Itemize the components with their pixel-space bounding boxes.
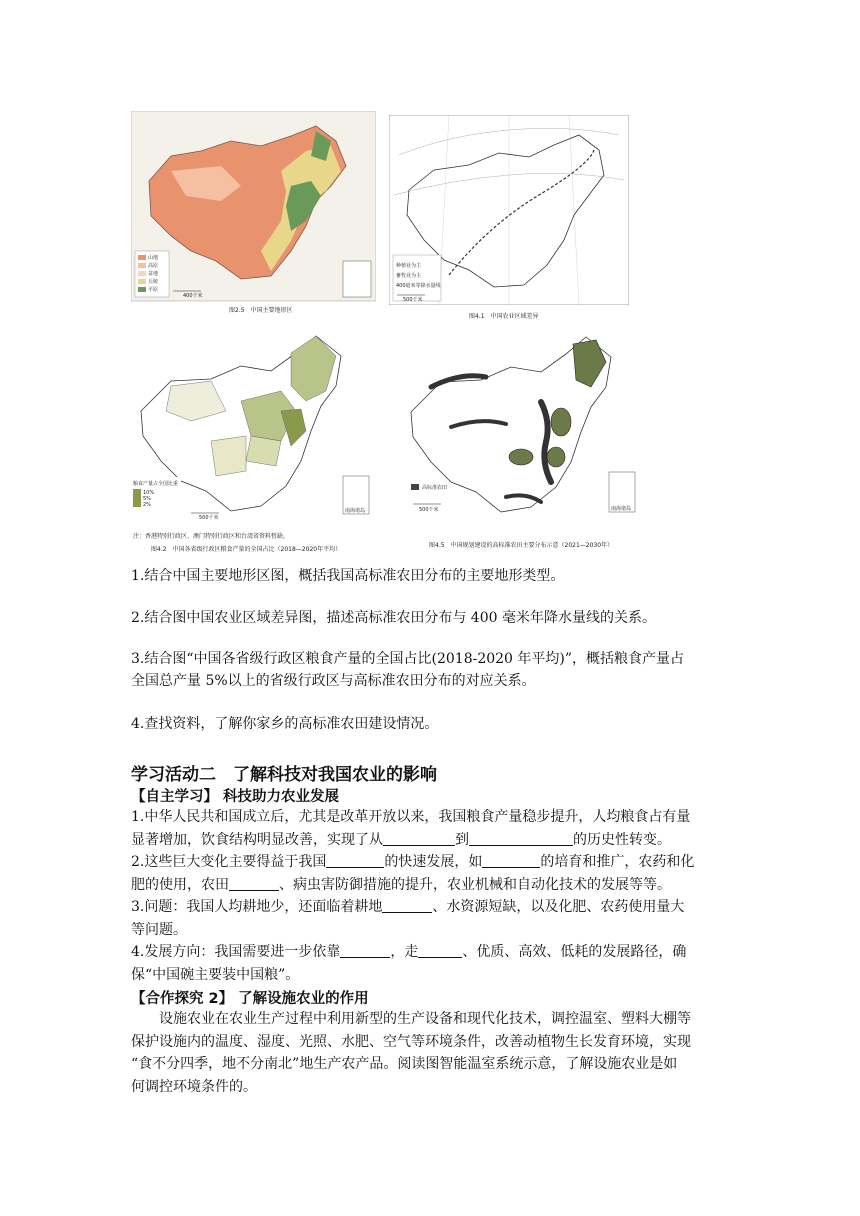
item1-text-c: 到 <box>455 831 469 848</box>
farmland-distribution-map-image <box>401 332 641 532</box>
self-study-item2 <box>131 851 731 896</box>
fig42-caption: 图4.2 中国各省级行政区粮食产量的全国占比（2018—2020年平均） <box>151 546 342 553</box>
question-3-line1: 3.结合图“中国各省级行政区粮食产量的全国占比(2018-2020 年平均)”，概括粮食产量占 <box>131 651 685 667</box>
terrain-map-image <box>131 111 376 318</box>
blank-1[interactable] <box>383 831 455 846</box>
item3-text-b: 、水资源短缺，以及化肥、农药使用量大 <box>432 899 685 915</box>
fig25-legend-3: 丘陵 <box>148 279 159 285</box>
grain-production-map-image <box>131 331 376 531</box>
coop-line-2: 保护设施内的温度、湿度、光照、水肥、空气等环境条件，改善动植物生长发育环境，实现 <box>131 1033 691 1050</box>
fig25-legend-4: 平原 <box>148 287 159 293</box>
question-3-line2: 全国总产量 5%以上的省级行政区与高标准农田分布的对应关系。 <box>131 673 536 689</box>
fig25-scale: 400千米 <box>183 293 203 299</box>
item2-text-a: 2.这些巨大变化主要得益于我国 <box>131 854 327 870</box>
fig45-caption: 图4.5 中国规划建设的高标准农田主要分布示意（2021—2030年） <box>429 542 614 549</box>
fig25-caption: 图2.5 中国主要地形区 <box>229 307 293 314</box>
figure-farmland-distribution-map <box>401 332 641 554</box>
blank-7[interactable] <box>340 943 390 958</box>
figure-grain-production-map <box>131 331 376 557</box>
item4-text-a: 4.发展方向：我国需要进一步依靠 <box>131 944 341 960</box>
fig25-legend-2: 盆地 <box>148 271 159 277</box>
coop-paragraph <box>131 1008 731 1098</box>
question-4: 4.查找资料，了解你家乡的高标准农田建设情况。 <box>131 716 439 732</box>
fig45-inset: 南海诸岛 <box>611 506 632 512</box>
fig42-legend-1: 5% <box>143 496 151 502</box>
fig42-scale: 500千米 <box>199 515 219 521</box>
figure-agriculture-region-map <box>389 115 629 323</box>
figure-terrain-map <box>131 111 376 318</box>
item4-text-c: 、优质、高效、低耗的发展路径，确 <box>462 944 687 960</box>
self-study-item4 <box>131 941 731 986</box>
fig45-legend: 高标准农田 <box>422 485 448 491</box>
fig41-label-1: 畜牧业为主 <box>396 273 422 279</box>
fig41-label-2: 400毫米等降水量线 <box>396 283 441 289</box>
question-2: 2.结合图中国农业区域差异图，描述高标准农田分布与 400 毫米年降水量线的关系。 <box>131 610 656 626</box>
item1-text-a: 1.中华人民共和国成立后，尤其是改革开放以来，我国粮食产量稳步提升，人均粮食占有量 <box>131 809 691 825</box>
fig42-legend-2: 2% <box>143 502 151 508</box>
blank-2[interactable] <box>469 831 573 846</box>
item1-text-d: 的历史性转变。 <box>573 831 671 848</box>
coop-line-1: 设施农业在农业生产过程中利用新型的生产设备和现代化技术，调控温室、塑料大棚等 <box>159 1011 691 1027</box>
item2-text-b: 的快速发展，如 <box>384 854 483 870</box>
fig42-inset: 南海诸岛 <box>345 508 366 514</box>
blank-3[interactable] <box>326 853 384 868</box>
question-1: 1.结合中国主要地形区图，概括我国高标准农田分布的主要地形类型。 <box>131 568 565 584</box>
self-study-heading: 【自主学习】 科技助力农业发展 <box>131 789 340 805</box>
blank-6[interactable] <box>382 898 432 913</box>
coop-line-4: 何调控环境条件的。 <box>131 1078 257 1095</box>
coop-heading: 【合作探究 2】 了解设施农业的作用 <box>131 991 369 1007</box>
fig42-note: 注：香港特别行政区、澳门特别行政区和台湾省资料暂缺。 <box>133 533 290 540</box>
fig41-scale: 500千米 <box>403 297 423 303</box>
blank-8[interactable] <box>418 943 462 958</box>
coop-line-3: “食不分四季，地不分南北”地生产农产品。阅读图智能温室系统示意，了解设施农业是如 <box>131 1056 678 1072</box>
fig25-legend-1: 高原 <box>148 263 159 269</box>
item4-text-b: ，走 <box>390 944 419 960</box>
fig45-scale: 500千米 <box>419 507 439 513</box>
item2-text-d: 肥的使用，农田 <box>131 876 229 893</box>
fig42-legend-0: 10% <box>143 490 155 496</box>
fig41-caption: 图4.1 中国农业区域差异 <box>469 313 539 320</box>
blank-4[interactable] <box>482 853 540 868</box>
agriculture-region-map-image <box>389 115 629 305</box>
item2-text-e: 、病虫害防御措施的提升，农业机械和自动化技术的发展等等。 <box>279 876 671 893</box>
item4-text-d: 保“中国碗主要装中国粮”。 <box>131 966 300 983</box>
fig41-label-0: 种植业为主 <box>396 263 422 269</box>
item3-text-c: 等问题。 <box>131 921 187 938</box>
blank-5[interactable] <box>229 876 279 891</box>
item1-text-b: 显著增加，饮食结构明显改善，实现了从 <box>131 831 383 848</box>
item2-text-c: 的培育和推广，农药和化 <box>540 854 695 870</box>
fig25-legend-0: 山地 <box>148 255 159 261</box>
self-study-item1 <box>131 806 731 851</box>
activity2-title: 学习活动二 了解科技对我国农业的影响 <box>131 765 437 785</box>
fig42-legend-title: 粮食产量占全国比重 <box>133 481 179 487</box>
self-study-item3 <box>131 896 731 941</box>
item3-text-a: 3.问题：我国人均耕地少，还面临着耕地 <box>131 899 383 915</box>
